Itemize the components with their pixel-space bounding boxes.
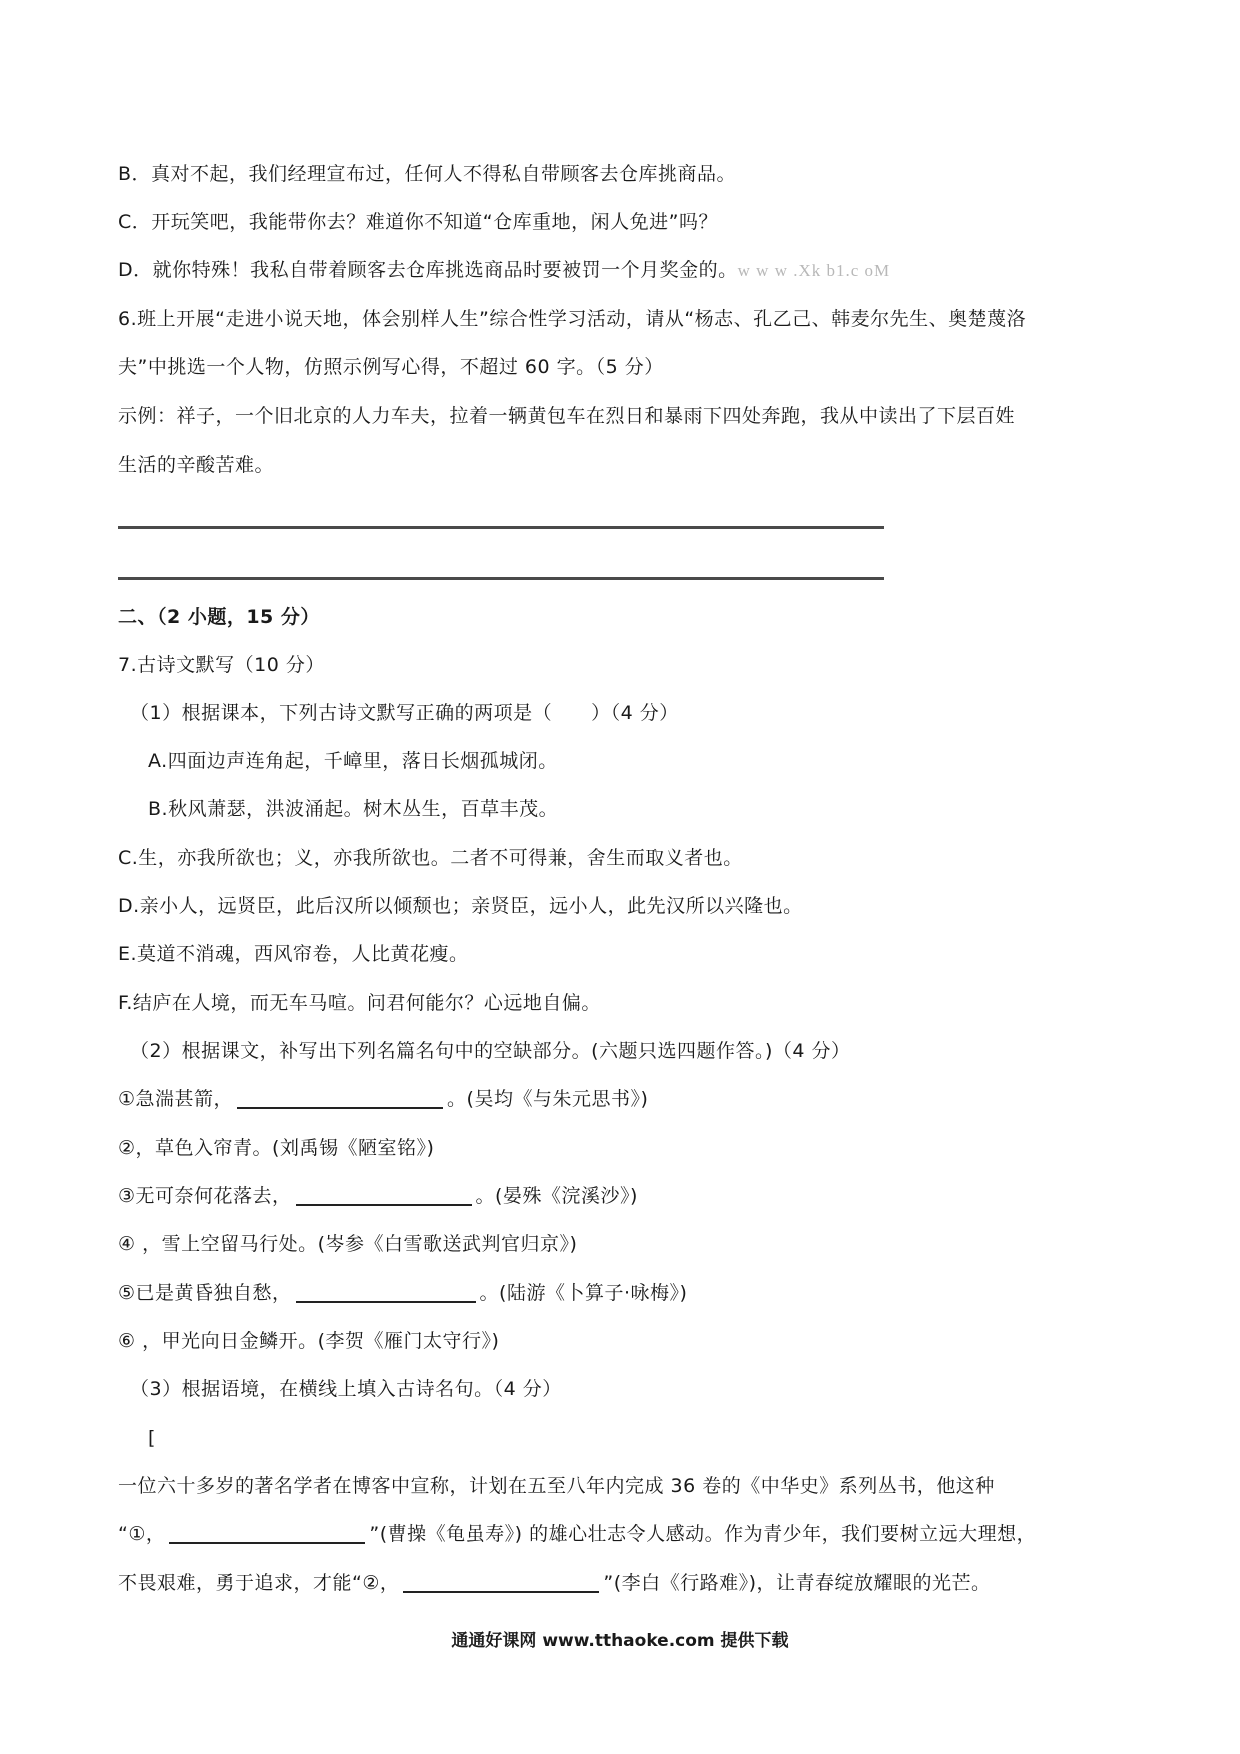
answer-line-1[interactable] (118, 526, 884, 529)
q7-option-e: E.莫道不消魂，西风帘卷，人比黄花瘦。 (118, 943, 469, 965)
q7-item-5-pre: ⑤已是黄昏独自愁， (118, 1282, 292, 1304)
q7-option-f: F.结庐在人境，而无车马喧。问君何能尔？心远地自偏。 (118, 992, 601, 1014)
q7-item-3-post: 。(晏殊《浣溪沙》) (475, 1185, 638, 1207)
q7-item-3-pre: ③无可奈何花落去， (118, 1185, 292, 1207)
q7-item-1-post: 。(吴均《与朱元思书》) (447, 1088, 649, 1110)
q7-item-1 (118, 1085, 648, 1113)
q7-option-c: C.生，亦我所欲也；义，亦我所欲也。二者不可得兼，舍生而取义者也。 (118, 847, 743, 869)
q5-option-b: B．真对不起，我们经理宣布过，任何人不得私自带顾客去仓库挑商品。 (118, 163, 737, 185)
q7-part2-prompt: （2）根据课文，补写出下列名篇名句中的空缺部分。(六题只选四题作答。)（4 分） (130, 1040, 851, 1062)
q7-item-5-blank[interactable] (296, 1281, 476, 1303)
stray-bracket: [ (148, 1427, 156, 1449)
q7-item-4: ④ ，雪上空留马行处。(岑参《白雪歌送武判官归京》) (118, 1233, 578, 1255)
q6-example-line2: 生活的辛酸苦难。 (118, 454, 275, 476)
q7-part3-prompt: （3）根据语境，在横线上填入古诗名句。（4 分） (130, 1378, 562, 1400)
q5-option-d-text: D．就你特殊！我私自带着顾客去仓库挑选商品时要被罚一个月奖金的。 (118, 259, 738, 281)
passage-blank-2[interactable] (403, 1571, 599, 1593)
passage-line-2-post: ”(曹操《龟虽寿》) 的雄心壮志令人感动。作为青少年，我们要树立远大理想， (369, 1523, 1037, 1545)
passage-blank-1[interactable] (169, 1522, 365, 1544)
q7-option-d: D.亲小人，远贤臣，此后汉所以倾颓也；亲贤臣，远小人，此先汉所以兴隆也。 (118, 895, 803, 917)
footer-credit: 通通好课网 www.tthaoke.com 提供下载 (451, 1631, 789, 1651)
passage-line-3-post: ”(李白《行路难》)，让青春绽放耀眼的光芒。 (603, 1572, 991, 1594)
answer-line-2[interactable] (118, 577, 884, 580)
q7-item-5 (118, 1279, 687, 1307)
passage-line-3-pre: 不畏艰难，勇于追求，才能“②， (118, 1572, 400, 1594)
q5-option-d (118, 256, 890, 285)
watermark-text: w w w .Xk b1.c oM (737, 261, 891, 280)
q7-item-6: ⑥ ，甲光向日金鳞开。(李贺《雁门太守行》) (118, 1330, 500, 1352)
q7-title: 7.古诗文默写（10 分） (118, 654, 325, 676)
q6-prompt-line1: 6.班上开展“走进小说天地，体会别样人生”综合性学习活动，请从“杨志、孔乙己、韩麦尔先生、奥楚蔑洛 (118, 308, 1027, 330)
section-2-heading: 二、（2 小题，15 分） (118, 606, 320, 628)
q6-example-line1: 示例：祥子，一个旧北京的人力车夫，拉着一辆黄包车在烈日和暴雨下四处奔跑，我从中读出了下层百姓 (118, 405, 1016, 427)
q7-option-b: B.秋风萧瑟，洪波涌起。树木丛生，百草丰茂。 (148, 798, 559, 820)
q6-prompt-line2: 夫”中挑选一个人物，仿照示例写心得，不超过 60 字。（5 分） (118, 356, 664, 378)
q7-item-2: ②，草色入帘青。(刘禹锡《陋室铭》) (118, 1137, 435, 1159)
q7-part1-prompt: （1）根据课本，下列古诗文默写正确的两项是（ ）（4 分） (130, 702, 679, 724)
passage-line-3 (118, 1569, 991, 1597)
q7-item-3-blank[interactable] (296, 1184, 472, 1206)
passage-line-1: 一位六十多岁的著名学者在博客中宣称，计划在五至八年内完成 36 卷的《中华史》系列丛书，他这种 (118, 1475, 995, 1497)
q5-option-c: C．开玩笑吧，我能带你去？难道你不知道“仓库重地，闲人免进”吗？ (118, 211, 718, 233)
q7-item-5-post: 。(陆游《卜算子·咏梅》) (479, 1282, 688, 1304)
q7-item-3 (118, 1182, 638, 1210)
passage-line-2 (118, 1520, 1036, 1548)
q7-item-1-pre: ①急湍甚箭， (118, 1088, 234, 1110)
q7-item-1-blank[interactable] (237, 1087, 443, 1109)
q7-option-a: A.四面边声连角起，千嶂里，落日长烟孤城闭。 (148, 750, 558, 772)
passage-line-2-pre: “①， (118, 1523, 166, 1545)
